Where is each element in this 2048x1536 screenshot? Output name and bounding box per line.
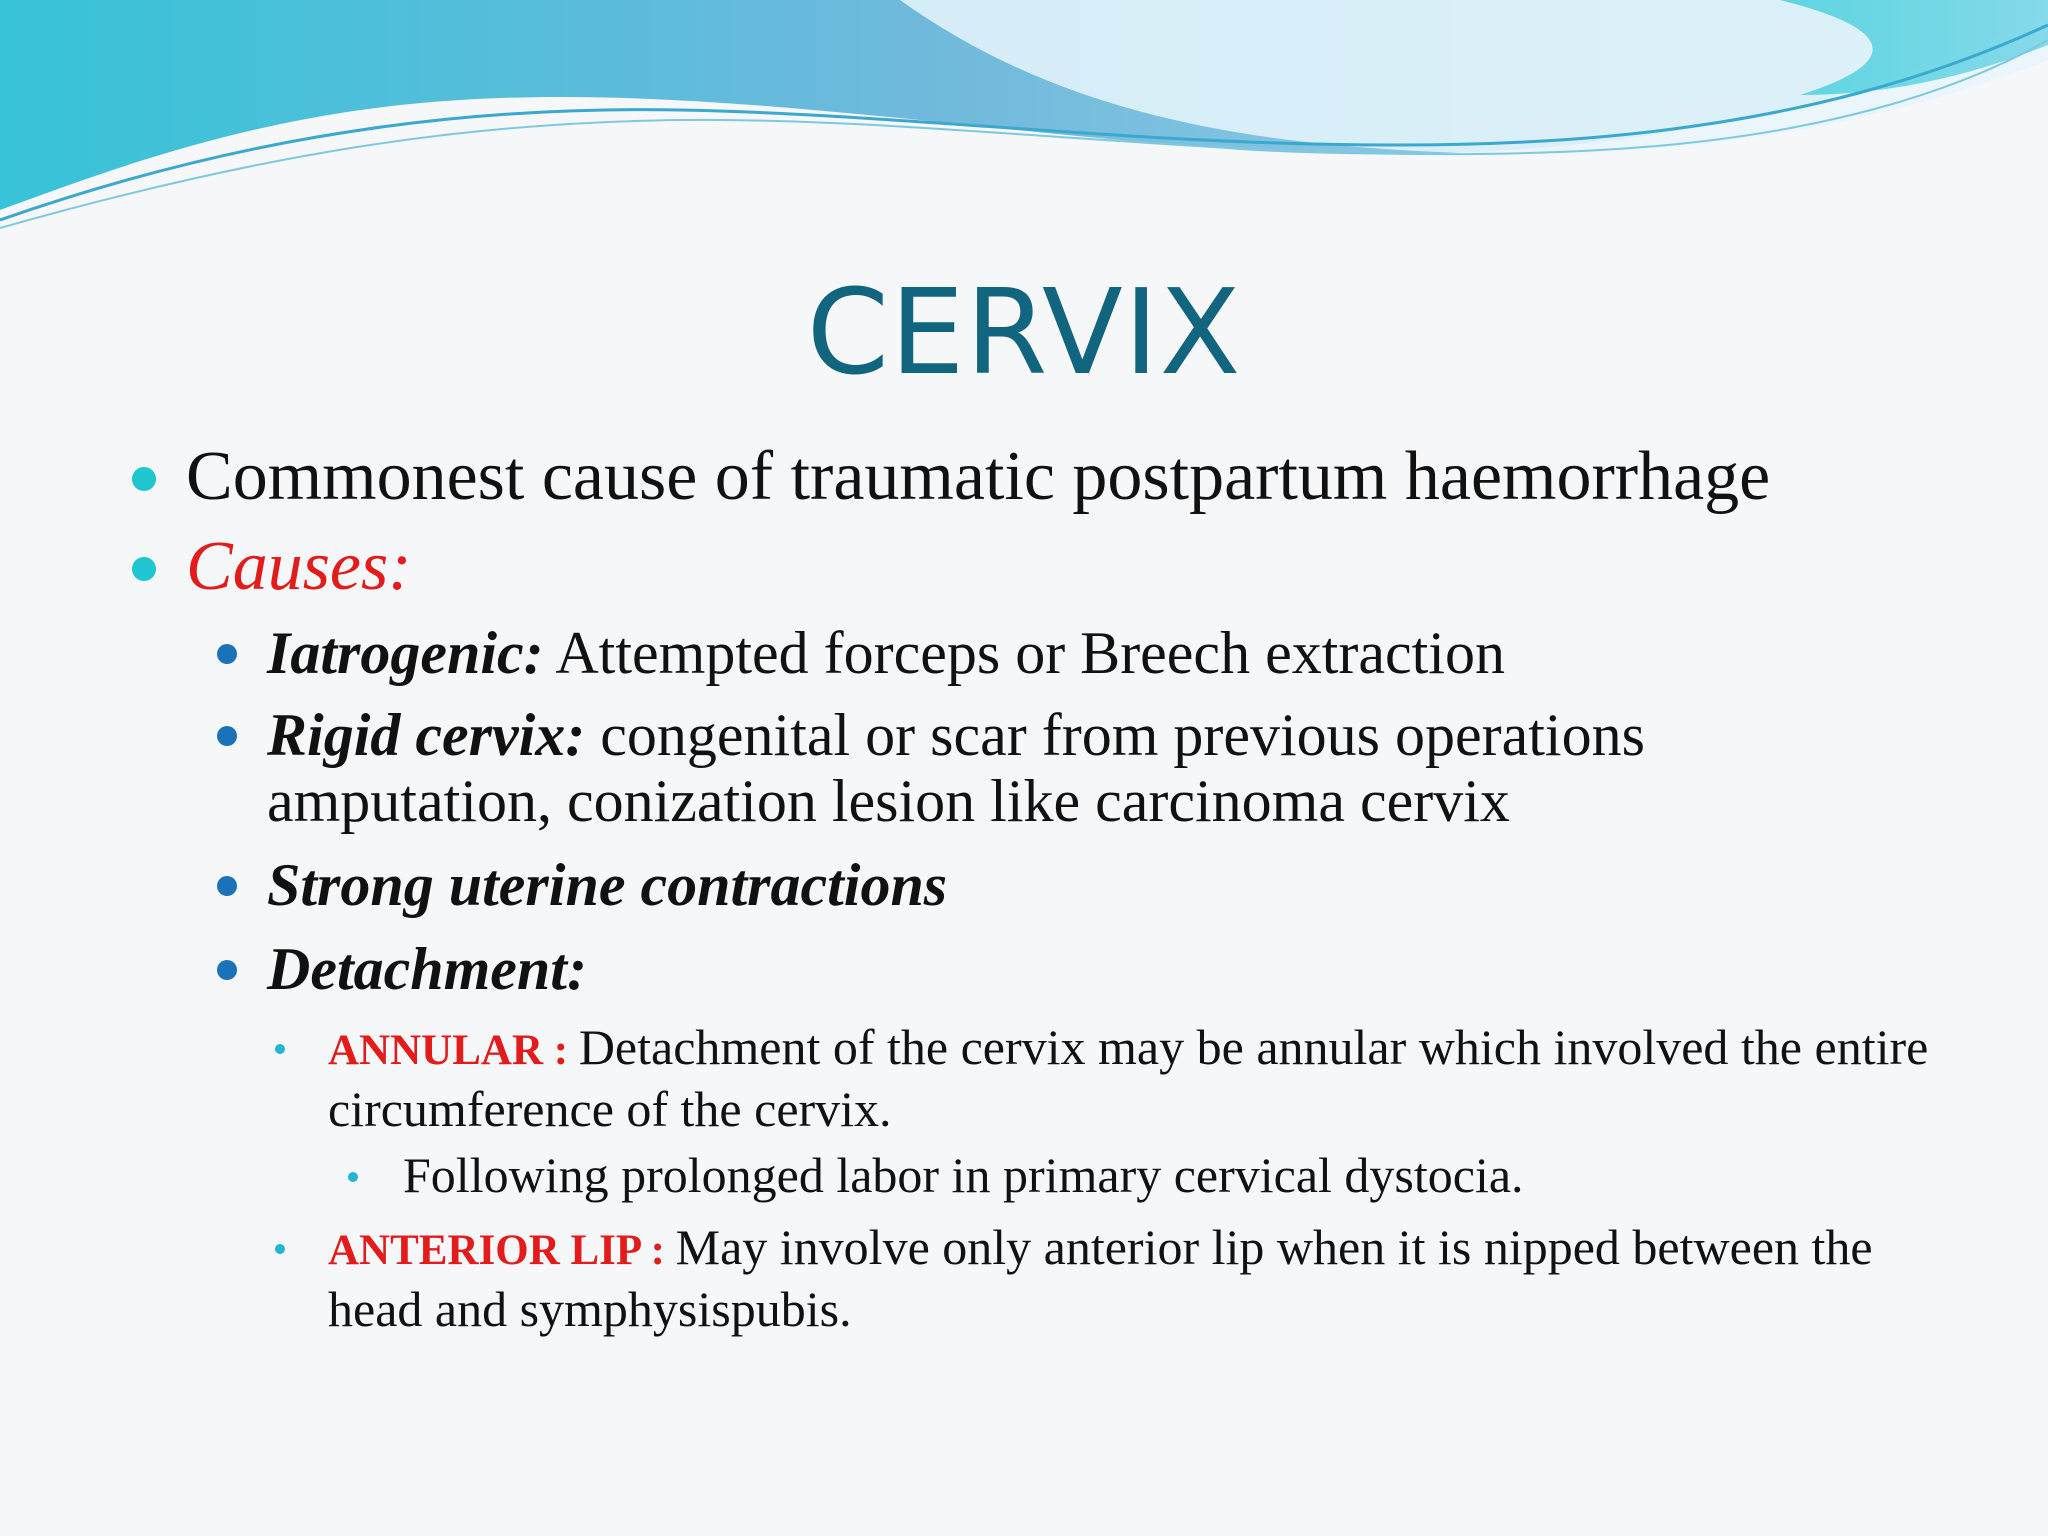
anterior-lip-label: ANTERIOR LIP : bbox=[328, 1227, 676, 1274]
bullet-dot-icon bbox=[217, 876, 237, 896]
bullet-dot-icon bbox=[132, 467, 156, 491]
rigid-cervix-label: Rigid cervix: bbox=[267, 702, 586, 768]
bullet-dot-icon bbox=[348, 1172, 358, 1182]
rigid-cervix-text: congenital or scar from previous operations amputation, conization lesion like carcinoma cervix bbox=[267, 702, 1645, 834]
cause-iatrogenic bbox=[267, 620, 1907, 686]
detachment-anterior-lip bbox=[328, 1218, 1968, 1338]
bullet-dot-icon bbox=[275, 1244, 285, 1254]
cause-rigid-cervix bbox=[267, 702, 1907, 834]
iatrogenic-label: Iatrogenic: bbox=[267, 620, 544, 686]
slide-title: CERVIX bbox=[806, 263, 1242, 401]
anterior-lip-text: May involve only anterior lip when it is nipped between the head and symphysispubis. bbox=[328, 1219, 1873, 1337]
bullet-dot-icon bbox=[217, 726, 237, 746]
bullet-dot-icon bbox=[217, 960, 237, 980]
annular-label: ANNULAR : bbox=[328, 1027, 579, 1074]
bullet-dot-icon bbox=[132, 557, 156, 581]
iatrogenic-text: Attempted forceps or Breech extraction bbox=[543, 620, 1505, 686]
bullet-causes bbox=[186, 527, 412, 607]
annular-following bbox=[403, 1146, 1963, 1204]
cause-strong-contractions bbox=[267, 852, 1907, 918]
bullet-commonest-cause bbox=[186, 437, 1770, 517]
annular-text: Detachment of the cervix may be annular which involved the entire circumference of the cervix. bbox=[328, 1019, 1929, 1137]
bullet-dot-icon bbox=[217, 644, 237, 664]
cause-detachment bbox=[267, 936, 1907, 1002]
causes-heading: Causes: bbox=[186, 528, 412, 605]
strong-contractions-label: Strong uterine contractions bbox=[267, 852, 948, 918]
bullet-dot-icon bbox=[275, 1044, 285, 1054]
commonest-cause-text: Commonest cause of traumatic postpartum haemorrhage bbox=[186, 438, 1771, 515]
detachment-label: Detachment: bbox=[267, 936, 587, 1002]
detachment-annular bbox=[328, 1018, 1968, 1138]
following-text: Following prolonged labor in primary cervical dystocia. bbox=[403, 1147, 1524, 1203]
